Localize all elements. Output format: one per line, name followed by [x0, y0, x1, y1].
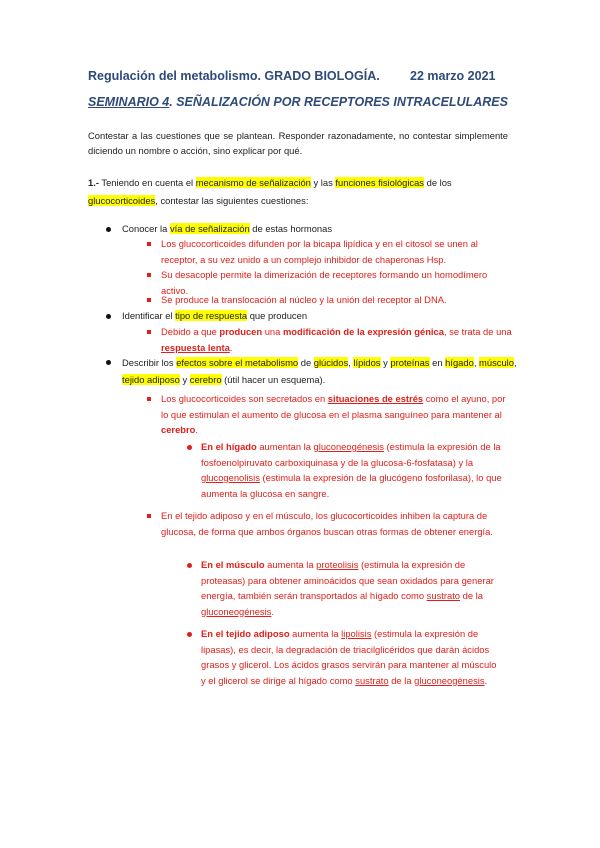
item-text: y: [179, 374, 190, 385]
item-text: y: [380, 357, 391, 368]
item-text: Describir los: [122, 357, 177, 368]
bullet: [106, 314, 111, 319]
item-highlight: glúcidos: [313, 357, 349, 368]
answer-higado: [201, 439, 519, 501]
item-highlight: tejido adiposo: [122, 374, 180, 385]
answer-a-1: Los glucocorticoides difunden por la bicapa lipídica y en el citosol se unen al receptor, a su vez unido a un complejo inhibidor de chaperonas Hsp.: [161, 238, 478, 265]
item-text: que producen: [247, 310, 308, 321]
answer-text: Debido a que: [161, 326, 220, 337]
question-1: [88, 174, 508, 210]
answer-bullet: [147, 514, 151, 518]
item-highlight: lípidos: [353, 357, 381, 368]
answer-underline: glucogenolisis: [201, 472, 260, 483]
q1-highlight: funciones fisiológicas: [335, 177, 424, 188]
q1-highlight: glucocorticoides: [88, 195, 156, 206]
answer-c-2: En el tejido adiposo y en el músculo, los glucocorticoides inhiben la captura de glucosa, de forma que ambos órganos buscan otras formas de obtener energía.: [161, 510, 493, 537]
answer-text: Los glucocorticoides son secretados en: [161, 393, 328, 404]
answer-text: (estimula la expresión de la fosfoenolpiruvato carboxiquinasa y de la glucosa-6-fosfatasa) y la: [201, 441, 501, 468]
answer-adiposo: [201, 626, 501, 688]
answer-bullet: [147, 397, 151, 401]
answer-bullet: [147, 242, 151, 246]
answer-text: aumentan la: [256, 441, 314, 452]
answer-text: .: [229, 341, 233, 353]
q1-text: Teniendo en cuenta el: [98, 177, 196, 188]
q1-text: y las: [310, 177, 336, 188]
item-highlight: músculo: [479, 357, 514, 368]
answer-a-2: Su desacople permite la dimerización de receptores formando un homodímero activo.: [161, 269, 488, 296]
answer-text: aumenta la: [264, 559, 317, 570]
item-text: de estas hormonas: [249, 223, 333, 234]
answer-underline: sustrato: [355, 674, 389, 686]
answer-text: de la: [460, 590, 483, 601]
answer-text: .: [271, 605, 274, 617]
item-text: ,: [513, 357, 517, 368]
q1-text: , contestar las siguientes cuestiones:: [155, 195, 309, 206]
answer-b: [161, 324, 516, 355]
instructions: Contestar a las cuestiones que se plantean. Responder razonadamente, no contestar simplemente diciendo un nombre o acción, sino explicar por qué.: [88, 130, 508, 156]
answer-bullet: [147, 330, 151, 334]
answer-bold: En el tejido adiposo: [201, 628, 290, 639]
answer-bold: producen: [219, 326, 263, 337]
answer-underline: gluconeogénesis: [201, 605, 272, 617]
item-text: ,: [348, 357, 354, 368]
answer-underline: gluconeogénesis: [313, 441, 384, 452]
item-highlight: proteínas: [390, 357, 430, 368]
answer-a-3: Se produce la translocación al núcleo y la unión del receptor al DNA.: [161, 294, 447, 305]
item-text: de: [298, 357, 314, 368]
item-highlight: hígado: [445, 357, 474, 368]
document-date: 22 marzo 2021: [410, 69, 496, 83]
item-text: Identificar el: [122, 310, 176, 321]
q1-text: de los: [424, 177, 452, 188]
answer-text: .: [484, 674, 488, 686]
item-text: (útil hacer un esquema).: [221, 374, 326, 385]
answer-c-1: [161, 391, 506, 438]
item-highlight: tipo de respuesta: [175, 310, 248, 321]
answer-bullet: [187, 445, 192, 450]
answer-underline: gluconeogénesis: [414, 674, 485, 686]
answer-bold: modificación de la expresión génica: [282, 326, 444, 337]
answer-text: una: [262, 326, 283, 337]
q1-highlight: mecanismo de señalización: [195, 177, 311, 188]
item-highlight: cerebro: [189, 374, 222, 385]
bullet: [106, 360, 111, 365]
answer-bullet: [187, 563, 192, 568]
bullet: [106, 227, 111, 232]
answer-underline: proteolisis: [316, 559, 359, 570]
answer-bullet: [147, 298, 151, 302]
answer-underline: lipolisis: [341, 628, 372, 639]
answer-text: (estimula la expresión de lipasas), es decir, la degradación de triacilglicéridos que darán ácidos grasos y glicerol. Los ácidos grasos servirán para mantener al músculo y el glicerol se dirige al hígado como: [201, 628, 497, 686]
answer-bold: cerebro: [161, 424, 196, 435]
item-highlight: efectos sobre el metabolismo: [176, 357, 299, 368]
item-a: [122, 221, 332, 236]
item-highlight: vía de señalización: [169, 223, 250, 234]
seminar-title: . SEÑALIZACIÓN POR RECEPTORES INTRACELULARES: [169, 95, 508, 109]
answer-text: aumenta la: [289, 628, 342, 639]
answer-text: como el ayuno, por lo que estimulan el aumento de glucosa en el plasma sanguíneo para mantener al: [161, 393, 506, 420]
answer-bullet: [147, 273, 151, 277]
item-text: en: [429, 357, 446, 368]
answer-text: de la: [388, 674, 415, 686]
item-b: [122, 308, 307, 323]
seminar-heading: [88, 95, 508, 109]
answer-text: .: [195, 424, 199, 435]
answer-text: , se trata de una: [443, 326, 512, 337]
answer-bold: respuesta lenta: [161, 341, 230, 353]
item-text: Conocer la: [122, 223, 170, 234]
answer-musculo: [201, 557, 501, 619]
item-c: [122, 354, 517, 388]
answer-bullet: [187, 632, 192, 637]
answer-underline: sustrato: [426, 590, 461, 601]
answer-bold: En el músculo: [201, 559, 265, 570]
title-text: Regulación del metabolismo. GRADO BIOLOGÍA.: [88, 69, 380, 83]
item-text: ,: [473, 357, 477, 368]
answer-text: (estimula la expresión de proteasas) para obtener aminoácidos que sean oxidados para generar energía, también serán transportados al hígado como: [201, 559, 494, 601]
question-number: 1.-: [88, 177, 99, 188]
answer-text: (estimula la expresión de la glucógeno fosforilasa), lo que aumenta la glucosa en sangre.: [201, 472, 502, 499]
answer-bold: situaciones de estrés: [327, 393, 424, 404]
document-title: [88, 69, 528, 83]
answer-bold: En el hígado: [201, 441, 257, 452]
seminar-label: SEMINARIO 4: [88, 95, 170, 109]
